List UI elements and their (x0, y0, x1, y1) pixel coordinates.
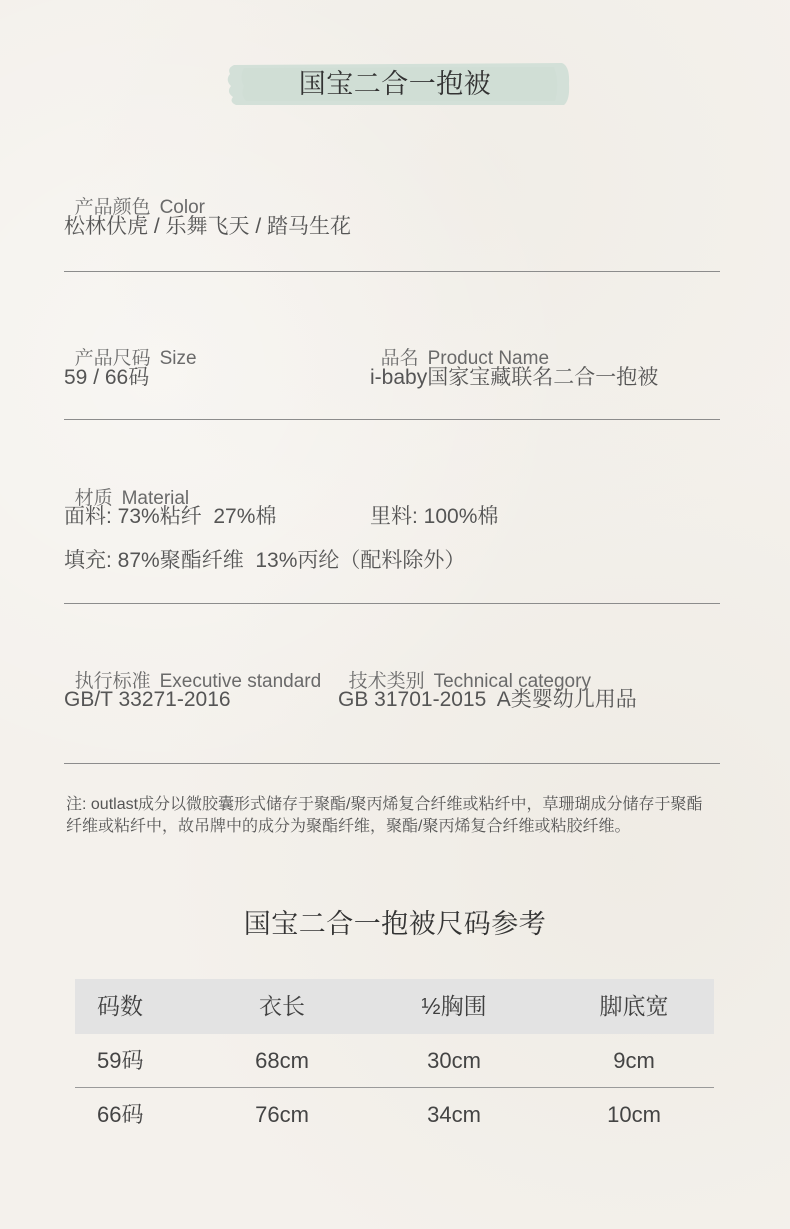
size-label-cn: 产品尺码 (74, 348, 151, 369)
footnote-line: 纤维或粘纤中，故吊牌中的成分为聚酯纤维，聚酯/聚丙烯复合纤维或粘胶纤维。 (66, 818, 631, 835)
divider (64, 271, 720, 272)
color-value: 松林伏虎 / 乐舞飞天 / 踏马生花 (64, 215, 352, 238)
divider (64, 763, 720, 764)
divider (64, 603, 720, 604)
table-row (75, 1087, 714, 1140)
color-label-en: Color (159, 197, 205, 218)
table-header-row (75, 979, 714, 1034)
color-label-cn: 产品颜色 (74, 197, 151, 218)
category-value: GB 31701-2015 A类婴幼儿用品 (338, 688, 637, 711)
standard-value: GB/T 33271-2016 (64, 688, 231, 711)
table-cell: 9cm (613, 1048, 655, 1073)
fabric-value: 面料: 73%粘纤 27%棉 (64, 505, 277, 528)
table-cell: 66码 (97, 1102, 144, 1127)
standard-label-cn: 执行标准 (74, 671, 151, 692)
table-cell: 59码 (97, 1048, 144, 1073)
category-label-en: Technical category (433, 671, 591, 692)
footnote-line: 注: outlast成分以微胶囊形式储存于聚酯/聚丙烯复合纤维或粘纤中，草珊瑚成分储存于聚酯 (66, 796, 703, 813)
table-header-cell: ½胸围 (421, 993, 487, 1019)
table-header-cell: 衣长 (259, 993, 305, 1019)
size-label-en: Size (159, 348, 197, 369)
table-cell: 10cm (607, 1102, 661, 1127)
size-chart-table (75, 979, 714, 1140)
table-cell: 76cm (255, 1102, 309, 1127)
size-chart-title: 国宝二合一抱被尺码参考 (243, 909, 547, 939)
table-header-cell: 码数 (97, 993, 143, 1019)
lining-value: 里料: 100%棉 (370, 505, 499, 528)
table-header-cell: 脚底宽 (599, 993, 669, 1019)
table-cell: 68cm (255, 1048, 309, 1073)
standard-label-en: Executive standard (159, 671, 322, 692)
table-row (75, 1034, 714, 1087)
product-name-value: i-baby国家宝藏联名二合一抱被 (370, 366, 659, 389)
material-label-en: Material (121, 488, 190, 509)
filling-value: 填充: 87%聚酯纤维 13%丙纶（配料除外） (64, 549, 466, 572)
footnote (66, 794, 702, 838)
product-name-label-cn: 品名 (380, 348, 419, 369)
divider (64, 419, 720, 420)
size-value: 59 / 66码 (64, 366, 150, 389)
page-title: 国宝二合一抱被 (298, 69, 492, 99)
material-label-cn: 材质 (74, 488, 113, 509)
product-name-label-en: Product Name (427, 348, 550, 369)
category-label-cn: 技术类别 (348, 671, 425, 692)
table-cell: 30cm (427, 1048, 481, 1073)
table-cell: 34cm (427, 1102, 481, 1127)
